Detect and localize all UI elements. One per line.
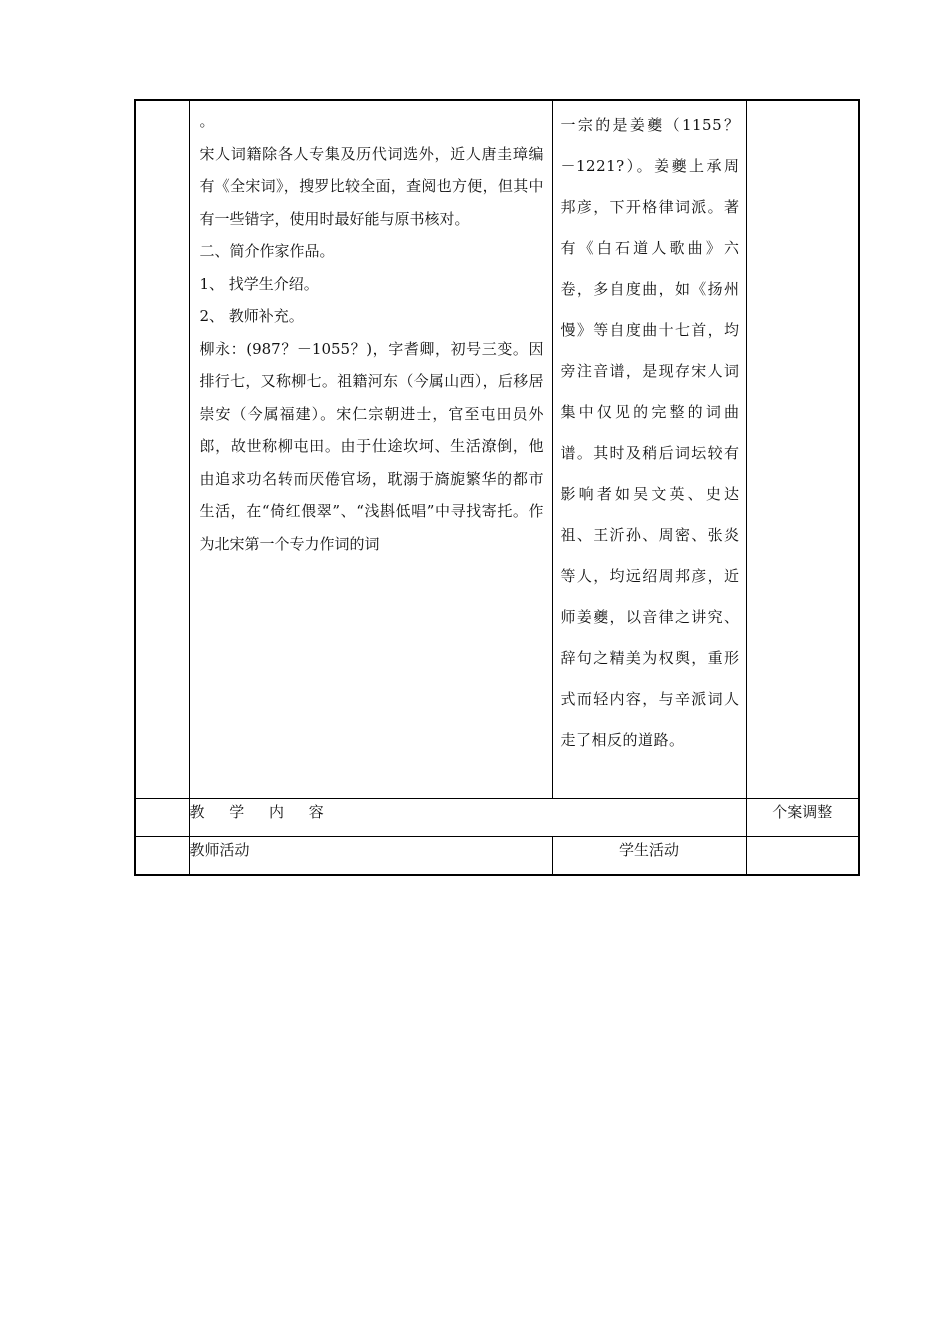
student-activity-label: 学生活动 xyxy=(618,841,679,859)
teacher-activity-header xyxy=(189,837,552,876)
student-activity-cell xyxy=(552,100,746,799)
case-adjustment-empty-cell xyxy=(746,837,859,876)
teacher-paragraph: 柳永：(987？－1055？)，字耆卿，初号三变。因排行七，又称柳七。祖籍河东（今属山西），后移居崇安（今属福建）。宋仁宗朝进士，官至屯田员外郎，故世称柳屯田。由于仕途坎坷、生活潦倒，他由追求功名转而厌倦官场，耽溺于旖旎繁华的都市生活，在“倚红偎翠”、“浅斟低唱”中寻找寄托。作为北宋第一个专力作词的词 xyxy=(199,339,544,553)
case-adjustment-label: 个案调整 xyxy=(772,803,833,821)
lesson-plan-sheet xyxy=(134,99,860,876)
teacher-paragraph: 宋人词籍除各人专集及历代词选外，近人唐圭璋编有《全宋词》，搜罗比较全面，查阅也方便，但其中有一些错字，使用时最好能与原书核对。 xyxy=(199,144,544,228)
teacher-activity-text xyxy=(190,101,552,798)
student-paragraph: 一宗的是姜夔（1155？－1221?）。姜夔上承周邦彦，下开格律词派。著有《白石道人歌曲》六卷，多自度曲，如《扬州慢》等自度曲十七首，均旁注音谱，是现存宋人词集中仅见的完整的词曲谱。其时及稍后词坛较有影响者如吴文英、史达祖、王沂孙、周密、张炎等人，均远绍周邦彦，近师姜夔，以音律之讲究、辞句之精美为权舆，重形式而轻内容，与辛派词人走了相反的道路。 xyxy=(560,116,740,749)
teacher-paragraph: 。 xyxy=(199,112,215,130)
teacher-paragraph: 1、 找学生介绍。 xyxy=(199,274,319,293)
teaching-content-label: 教 学 内 容 xyxy=(189,803,324,821)
case-adjustment-cell xyxy=(746,100,859,799)
case-adjustment-header xyxy=(746,799,859,837)
teacher-paragraph: 二、简介作家作品。 xyxy=(199,242,335,260)
teacher-activity-cell xyxy=(189,100,552,799)
teacher-paragraph: 2、 教师补充。 xyxy=(199,307,304,325)
header-row xyxy=(135,799,859,837)
lesson-plan-table xyxy=(134,99,860,876)
teacher-activity-label: 教师活动 xyxy=(189,841,250,859)
left-margin-cell xyxy=(135,837,189,876)
content-row xyxy=(135,100,859,799)
left-margin-cell xyxy=(135,799,189,837)
student-activity-header xyxy=(552,837,746,876)
student-activity-text xyxy=(553,101,746,761)
sub-header-row xyxy=(135,837,859,876)
left-margin-cell xyxy=(135,100,189,799)
teaching-content-header xyxy=(189,799,746,837)
